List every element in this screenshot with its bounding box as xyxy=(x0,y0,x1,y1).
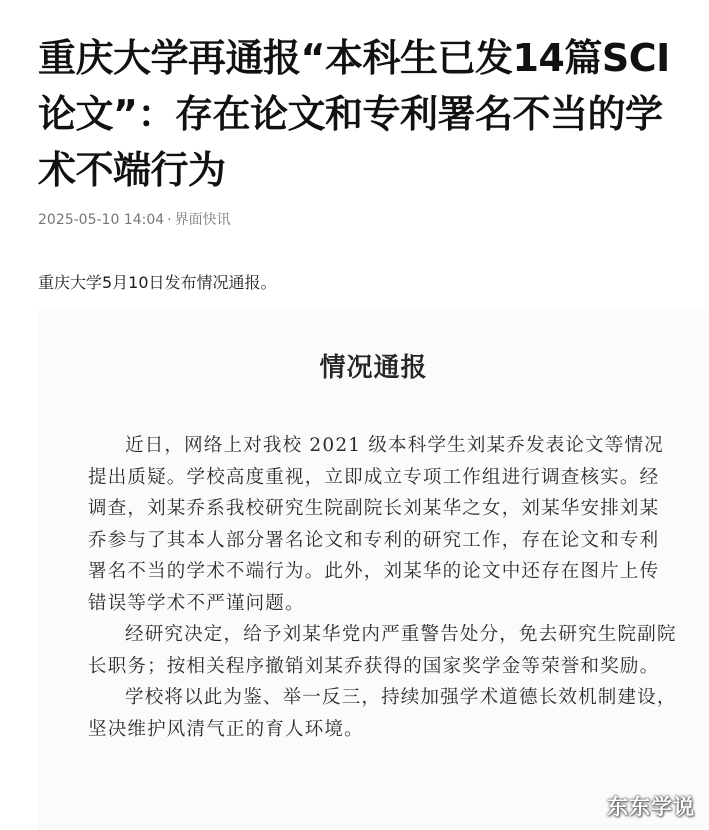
publish-date: 2025-05-10 14:04 xyxy=(38,212,165,228)
notice-paragraph: 学校将以此为鉴、举一反三，持续加强学术道德长效机制建设，坚决维护风清气正的育人环境。 xyxy=(88,687,677,740)
article-meta xyxy=(38,211,231,229)
notice-title: 情况通报 xyxy=(319,353,428,383)
article-headline: 重庆大学再通报“本科生已发14篇SCI论文”：存在论文和专利署名不当的学术不端行为 xyxy=(38,36,670,192)
article-lead: 重庆大学5月10日发布情况通报。 xyxy=(38,273,277,292)
source-link[interactable]: 界面快讯 xyxy=(174,212,231,228)
notice-paragraph: 经研究决定，给予刘某华党内严重警告处分，免去研究生院副院长职务；按相关程序撤销刘某乔获得的国家奖学金等荣誉和奖励。 xyxy=(88,624,677,677)
notice-image xyxy=(38,310,709,830)
notice-paragraph: 近日，网络上对我校 2021 级本科学生刘某乔发表论文等情况提出质疑。学校高度重视，立即成立专项工作组进行调查核实。经调查，刘某乔系我校研究生院副院长刘某华之女，刘某华安排刘某乔参与了其本人部分署名论文和专利的研究工作，存在论文和专利署名不当的学术不端行为。此外，刘某华的论文中还存在图片上传错误等学术不严谨问题。 xyxy=(88,435,664,614)
meta-separator: · xyxy=(167,212,172,228)
notice-body xyxy=(88,430,678,745)
watermark: 东东学说 xyxy=(607,795,695,819)
